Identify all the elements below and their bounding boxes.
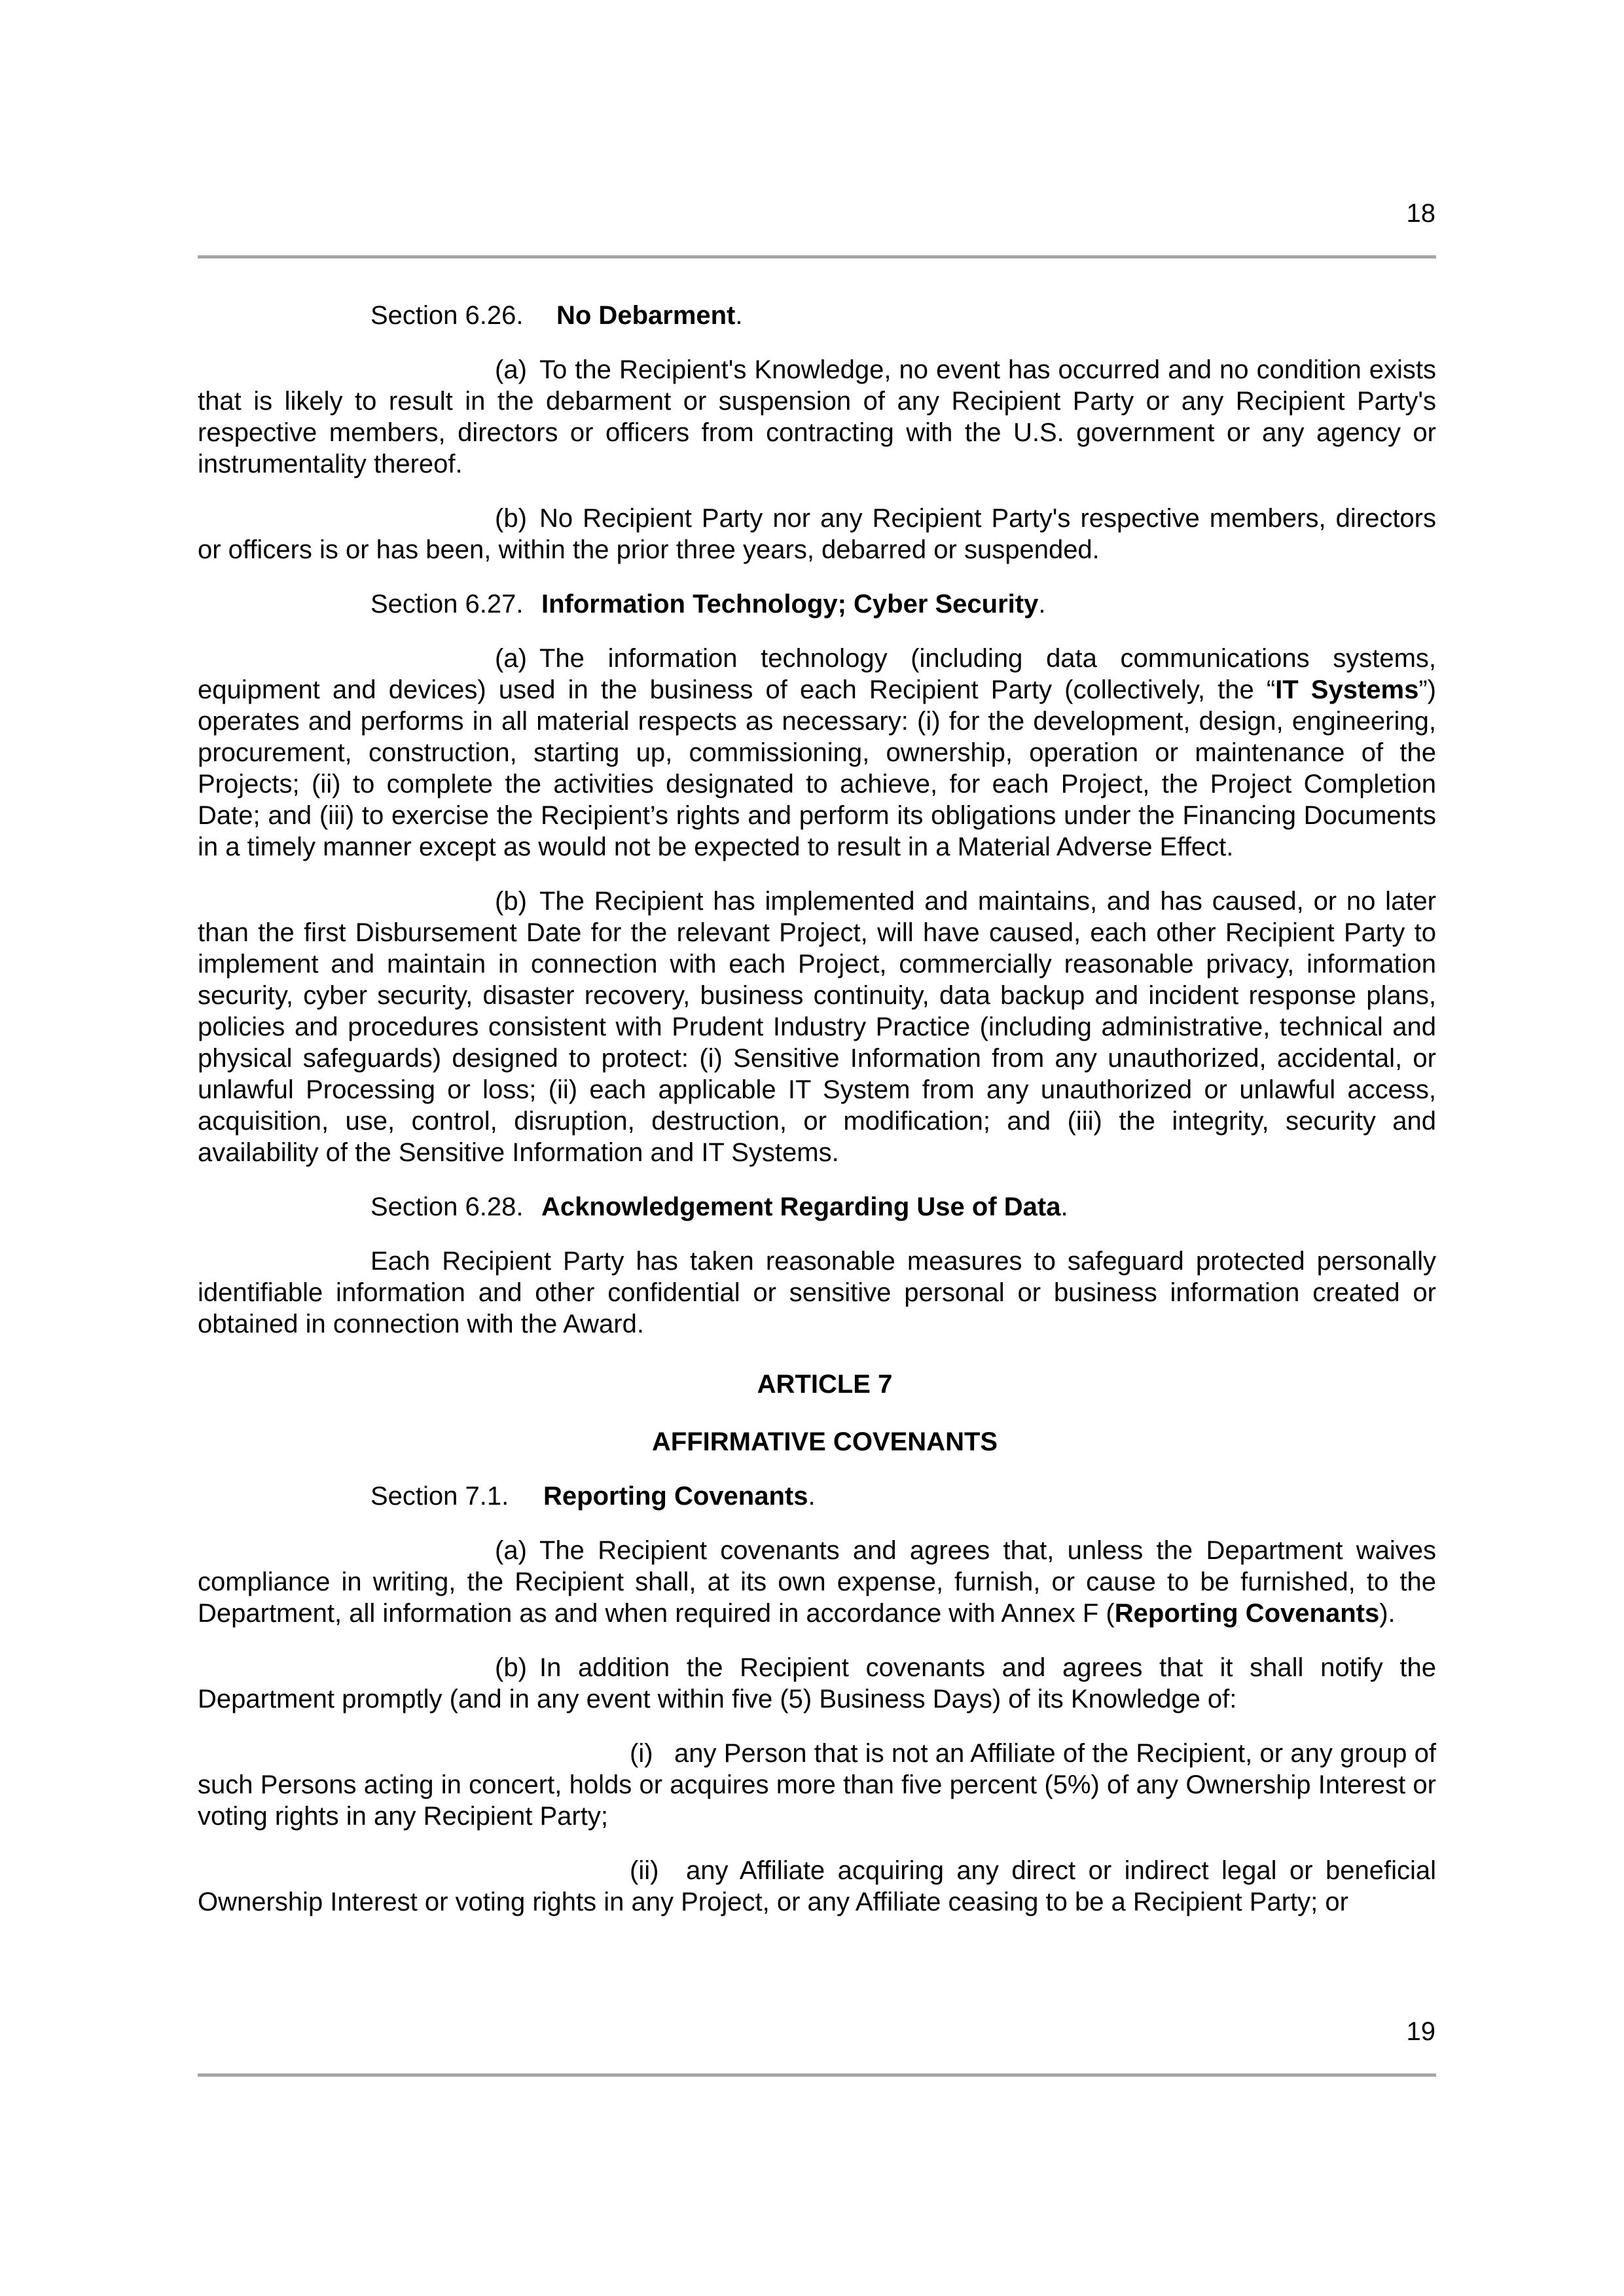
section-7-1-b-ii	[198, 1855, 1436, 1918]
article-number: ARTICLE 7	[757, 1370, 893, 1399]
section-6-28-body: Each Recipient Party has taken reasonable measures to safeguard protected personally identifiable information and other confidential or sensitive personal or business information created or obtained in connection with the Award.	[198, 1247, 1436, 1338]
section-6-26-a	[198, 354, 1436, 480]
clause-text: In addition the Recipient covenants and agrees that it shall notify the Department promptly (and in any event within five (5) Business Days) of its Knowledge of:	[198, 1653, 1436, 1713]
section-7-1-heading: Section 7.1. Reporting Covenants.	[370, 1482, 816, 1511]
clause-text: any Person that is not an Affiliate of the Recipient, or any group of such Persons acting in concert, holds or acquires more than five percent (5%) of any Ownership Interest or voting rights in any Recipient Party;	[198, 1739, 1436, 1831]
clause-tag: (b)	[495, 887, 527, 916]
clause-text-continued: ).	[1379, 1599, 1396, 1628]
clause-text: To the Recipient's Knowledge, no event has occurred and no condition exists that is likely to result in the debarment or suspension of any Recipient Party or any Recipient Party's respective members, directors or officers from contracting with the U.S. government or any agency or instrumentality thereof.	[198, 355, 1436, 478]
clause-tag: (a)	[495, 644, 527, 673]
clause-text: The information technology (including data communications systems, equipment and devices) used in the business of each Recipient Party (collectively, the “	[198, 644, 1436, 704]
clause-tag: (ii)	[630, 1856, 659, 1885]
section-title: Reporting Covenants	[543, 1482, 808, 1511]
header-rule-top	[198, 255, 1436, 259]
section-6-27-b	[198, 886, 1436, 1168]
section-title: Acknowledgement Regarding Use of Data	[541, 1193, 1061, 1221]
section-6-27-a	[198, 643, 1436, 863]
clause-text: any Affiliate acquiring any direct or indirect legal or beneficial Ownership Interest or voting rights in any Project, or any Affiliate ceasing to be a Recipient Party; or	[198, 1856, 1436, 1916]
defined-term: IT Systems	[1275, 675, 1419, 704]
defined-term: Reporting Covenants	[1114, 1599, 1380, 1628]
clause-tag: (b)	[495, 504, 527, 533]
section-7-1-a	[198, 1535, 1436, 1629]
section-6-27-heading: Section 6.27. Information Technology; Cyber Security.	[370, 590, 1046, 619]
section-title: Information Technology; Cyber Security	[541, 590, 1039, 619]
clause-text-continued: ”) operates and performs in all material respects as necessary: (i) for the development, design, engineering, procurement, construction, starting up, commissioning, ownership, operation or maintenance of the Projects; (ii) to complete the activities designated to achieve, for each Project, the Project Completion Date; and (iii) to exercise the Recipient’s rights and perform its obligations under the Financing Documents in a timely manner except as would not be expected to result in a Material Adverse Effect.	[198, 675, 1436, 861]
clause-tag: (i)	[630, 1739, 653, 1768]
document-body	[198, 300, 1436, 1918]
clause-text: The Recipient covenants and agrees that, unless the Department waives compliance in writing, the Recipient shall, at its own expense, furnish, or cause to be furnished, to the Department, all information as and when required in accordance with Annex F (	[198, 1536, 1436, 1628]
header-rule-bottom	[198, 2073, 1436, 2077]
clause-text: The Recipient has implemented and maintains, and has caused, or no later than the first Disbursement Date for the relevant Project, will have caused, each other Recipient Party to implement and maintain in connection with each Project, commercially reasonable privacy, information security, cyber security, disaster recovery, business continuity, data backup and incident response plans, policies and procedures consistent with Prudent Industry Practice (including administrative, technical and physical safeguards) designed to protect: (i) Sensitive Information from any unauthorized, accidental, or unlawful Processing or loss; (ii) each applicable IT System from any unauthorized or unlawful access, acquisition, use, control, disruption, destruction, or modification; and (iii) the integrity, security and availability of the Sensitive Information and IT Systems.	[198, 887, 1436, 1167]
section-title: No Debarment	[556, 301, 736, 330]
section-6-26-heading: Section 6.26. No Debarment.	[370, 301, 743, 330]
section-6-26-b	[198, 503, 1436, 565]
section-number: Section 6.27.	[370, 590, 524, 619]
article-title: AFFIRMATIVE COVENANTS	[651, 1427, 998, 1456]
clause-tag: (a)	[495, 355, 527, 384]
clause-tag: (a)	[495, 1536, 527, 1565]
section-number: Section 6.28.	[370, 1193, 524, 1221]
section-6-28-heading: Section 6.28. Acknowledgement Regarding Use of Data.	[370, 1193, 1068, 1221]
section-7-1-b	[198, 1652, 1436, 1715]
clause-tag: (b)	[495, 1653, 527, 1682]
clause-text: No Recipient Party nor any Recipient Party's respective members, directors or officers is or has been, within the prior three years, debarred or suspended.	[198, 504, 1436, 564]
section-7-1-b-i	[198, 1738, 1436, 1832]
page-number-top: 18	[1406, 199, 1435, 228]
section-number: Section 7.1.	[370, 1482, 509, 1511]
section-number: Section 6.26.	[370, 301, 524, 330]
page-number-bottom: 19	[1406, 2017, 1435, 2046]
